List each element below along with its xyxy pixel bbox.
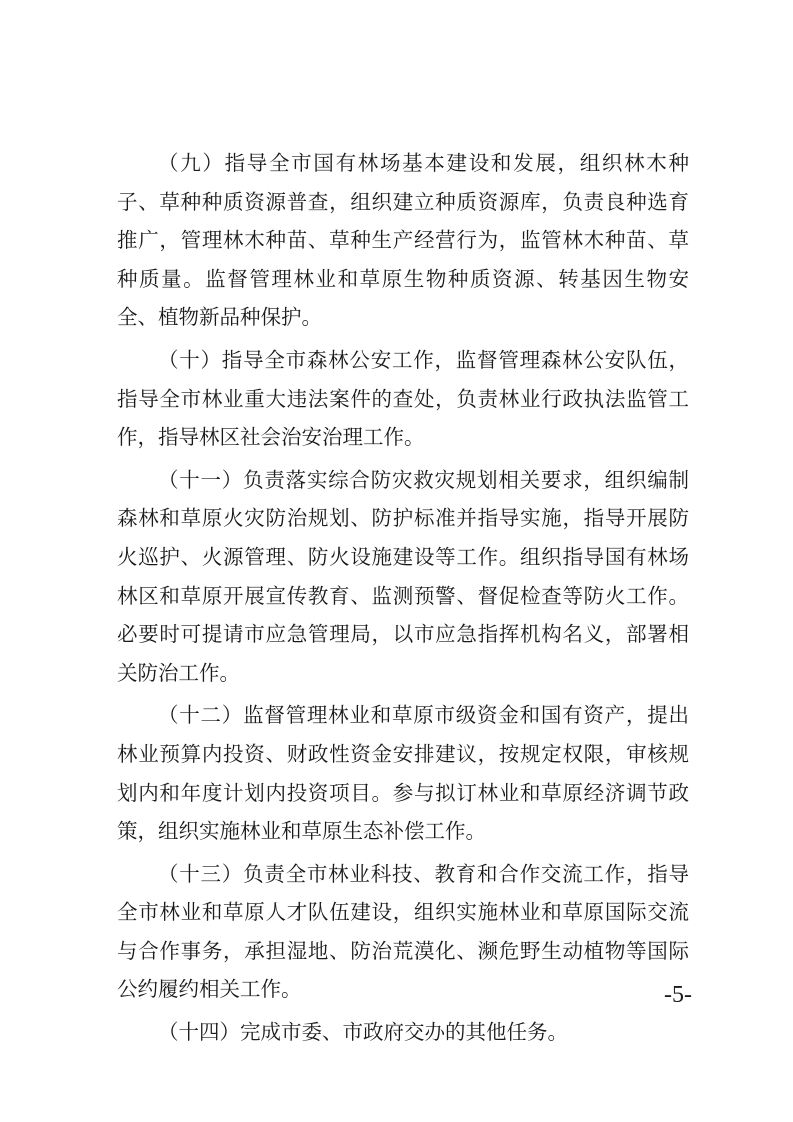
- paragraph-item-12: （十二）监督管理林业和草原市级资金和国有资产，提出林业预算内投资、财政性资金安排建议，按规定权限，审核规划内和年度计划内投资项目。参与拟订林业和草原经济调节政策，组织实施林业和草原生态补偿工作。: [117, 703, 689, 844]
- paragraph-item-13: （十三）负责全市林业科技、教育和合作交流工作，指导全市林业和草原人才队伍建设，组织实施林业和草原国际交流与合作事务，承担湿地、防治荒漠化、濒危野生动植物等国际公约履约相关工作。: [117, 861, 689, 1002]
- page-number: -5-: [664, 982, 692, 1008]
- body-text: [117, 144, 689, 1056]
- paragraph-item-14: （十四）完成市委、市政府交办的其他任务。: [158, 1020, 568, 1045]
- paragraph-item-9: （九）指导全市国有林场基本建设和发展，组织林木种子、草种种质资源普查，组织建立种质资源库，负责良种选育推广，管理林木种苗、草种生产经营行为，监管林木种苗、草种质量。监督管理林业和草原生物种质资源、转基因生物安全、植物新品种保护。: [117, 151, 689, 330]
- paragraph-item-10: （十）指导全市森林公安工作，监督管理森林公安队伍，指导全市林业重大违法案件的查处，负责林业行政执法监管工作，指导林区社会治安治理工作。: [117, 347, 689, 450]
- paragraph-item-11: （十一）负责落实综合防灾救灾规划相关要求，组织编制森林和草原火灾防治规划、防护标准并指导实施，指导开展防火巡护、火源管理、防火设施建设等工作。组织指导国有林场林区和草原开展宣传教育、监测预警、督促检查等防火工作。必要时可提请市应急管理局，以市应急指挥机构名义，部署相关防治工作。: [117, 467, 689, 685]
